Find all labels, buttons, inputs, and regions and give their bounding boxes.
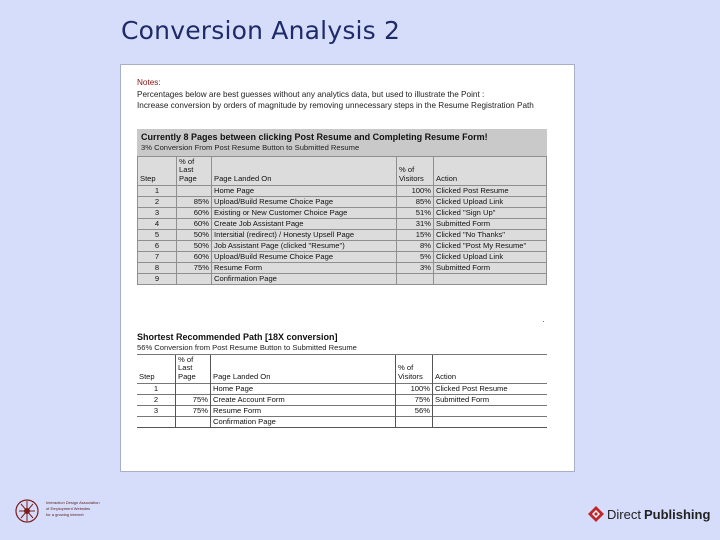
visitors-cell: 5% (397, 252, 434, 263)
document-image (120, 64, 575, 472)
col-page: Page Landed On (212, 157, 397, 186)
association-logo-line-1: Interaction Design Association (46, 500, 100, 505)
step-cell: 3 (138, 208, 177, 219)
action-cell: Clicked Post Resume (434, 186, 547, 197)
table-row (137, 395, 547, 406)
step-cell: 7 (138, 252, 177, 263)
visitors-cell (396, 417, 433, 428)
page-cell: Job Assistant Page (clicked "Resume") (212, 241, 397, 252)
visitors-cell: 75% (396, 395, 433, 406)
logo-word-direct: Direct (607, 506, 641, 522)
recommended-path-section (137, 329, 547, 428)
visitors-cell: 56% (396, 406, 433, 417)
direct-publishing-diamond-icon (588, 506, 604, 522)
pct-cell: 60% (177, 208, 212, 219)
table-row (138, 241, 547, 252)
recommended-path-table (137, 354, 547, 428)
col-pct-last: % of Last Page (176, 355, 211, 384)
page-cell: Upload/Build Resume Choice Page (212, 252, 397, 263)
notes-line-1: Percentages below are best guesses without any analytics data, but used to illustrate the Point : (137, 89, 485, 99)
action-cell: Submitted Form (433, 395, 548, 406)
recommended-path-header (137, 329, 547, 354)
pct-cell: 60% (177, 252, 212, 263)
recommended-path-subtitle: 56% Conversion from Post Resume Button to Submitted Resume (137, 343, 357, 352)
visitors-cell: 3% (397, 263, 434, 274)
pct-cell: 50% (177, 241, 212, 252)
table-row (138, 252, 547, 263)
current-path-subtitle: 3% Conversion From Post Resume Button to Submitted Resume (141, 143, 360, 152)
pct-cell: 60% (177, 219, 212, 230)
current-path-section (137, 129, 547, 285)
slide-title: Conversion Analysis 2 (121, 16, 401, 45)
visitors-cell: 51% (397, 208, 434, 219)
table-row (138, 274, 547, 285)
col-page: Page Landed On (211, 355, 396, 384)
visitors-cell: 100% (397, 186, 434, 197)
action-cell: Clicked Post Resume (433, 384, 548, 395)
pct-cell (176, 417, 211, 428)
col-action: Action (433, 355, 548, 384)
table-row (138, 230, 547, 241)
page-cell: Confirmation Page (212, 274, 397, 285)
page-cell: Create Account Form (211, 395, 396, 406)
step-cell: 9 (138, 274, 177, 285)
col-step: Step (138, 157, 177, 186)
table-row (138, 197, 547, 208)
current-path-header (137, 129, 547, 156)
direct-publishing-logo (588, 504, 710, 524)
table-row (138, 186, 547, 197)
step-cell: 2 (138, 197, 177, 208)
action-cell: Clicked "Sign Up" (434, 208, 547, 219)
col-action: Action (434, 157, 547, 186)
pct-cell (176, 384, 211, 395)
pct-cell: 75% (176, 395, 211, 406)
action-cell: Clicked Upload Link (434, 252, 547, 263)
notes (137, 77, 534, 112)
step-cell: 1 (137, 384, 176, 395)
col-pct-last: % of Last Page (177, 157, 212, 186)
pct-cell: 50% (177, 230, 212, 241)
step-cell (137, 417, 176, 428)
table-row (137, 417, 547, 428)
association-logo-line-3: for a growing internet (46, 512, 84, 517)
action-cell (433, 417, 548, 428)
stray-dot (543, 321, 544, 322)
recommended-path-title: Shortest Recommended Path [18X conversion] (137, 332, 338, 342)
page-cell: Intersitial (redirect) / Honesty Upsell Page (212, 230, 397, 241)
notes-line-2: Increase conversion by orders of magnitude by removing unnecessary steps in the Resume Registration Path (137, 101, 534, 110)
action-cell: Clicked "Post My Resume" (434, 241, 547, 252)
pct-cell (177, 274, 212, 285)
page-cell: Home Page (211, 384, 396, 395)
association-emblem-icon (14, 496, 40, 526)
visitors-cell: 15% (397, 230, 434, 241)
current-path-title: Currently 8 Pages between clicking Post Resume and Completing Resume Form! (141, 132, 488, 142)
table-row (138, 208, 547, 219)
col-step: Step (137, 355, 176, 384)
action-cell: Clicked Upload Link (434, 197, 547, 208)
step-cell: 8 (138, 263, 177, 274)
page-cell: Resume Form (212, 263, 397, 274)
pct-cell (177, 186, 212, 197)
step-cell: 3 (137, 406, 176, 417)
association-logo-line-2: of Employment Websites (46, 506, 91, 511)
action-cell (433, 406, 548, 417)
page-cell: Existing or New Customer Choice Page (212, 208, 397, 219)
notes-heading: Notes: (137, 78, 161, 87)
action-cell (434, 274, 547, 285)
page-cell: Create Job Assistant Page (212, 219, 397, 230)
action-cell: Submitted Form (434, 263, 547, 274)
visitors-cell: 100% (396, 384, 433, 395)
page-cell: Resume Form (211, 406, 396, 417)
pct-cell: 85% (177, 197, 212, 208)
visitors-cell: 31% (397, 219, 434, 230)
pct-cell: 75% (176, 406, 211, 417)
action-cell: Submitted Form (434, 219, 547, 230)
page-cell: Confirmation Page (211, 417, 396, 428)
visitors-cell (397, 274, 434, 285)
step-cell: 2 (137, 395, 176, 406)
current-path-table (137, 156, 547, 285)
step-cell: 5 (138, 230, 177, 241)
table-row (138, 219, 547, 230)
page-cell: Home Page (212, 186, 397, 197)
step-cell: 4 (138, 219, 177, 230)
table-row (137, 384, 547, 395)
table-header-row (137, 355, 547, 384)
association-logo (14, 496, 114, 528)
step-cell: 1 (138, 186, 177, 197)
step-cell: 6 (138, 241, 177, 252)
visitors-cell: 8% (397, 241, 434, 252)
table-row (137, 406, 547, 417)
table-header-row (138, 157, 547, 186)
visitors-cell: 85% (397, 197, 434, 208)
page-cell: Upload/Build Resume Choice Page (212, 197, 397, 208)
logo-word-publishing: Publishing (643, 506, 711, 522)
col-visitors: % of Visitors (396, 355, 433, 384)
table-row (138, 263, 547, 274)
col-visitors: % of Visitors (397, 157, 434, 186)
action-cell: Clicked "No Thanks" (434, 230, 547, 241)
pct-cell: 75% (177, 263, 212, 274)
